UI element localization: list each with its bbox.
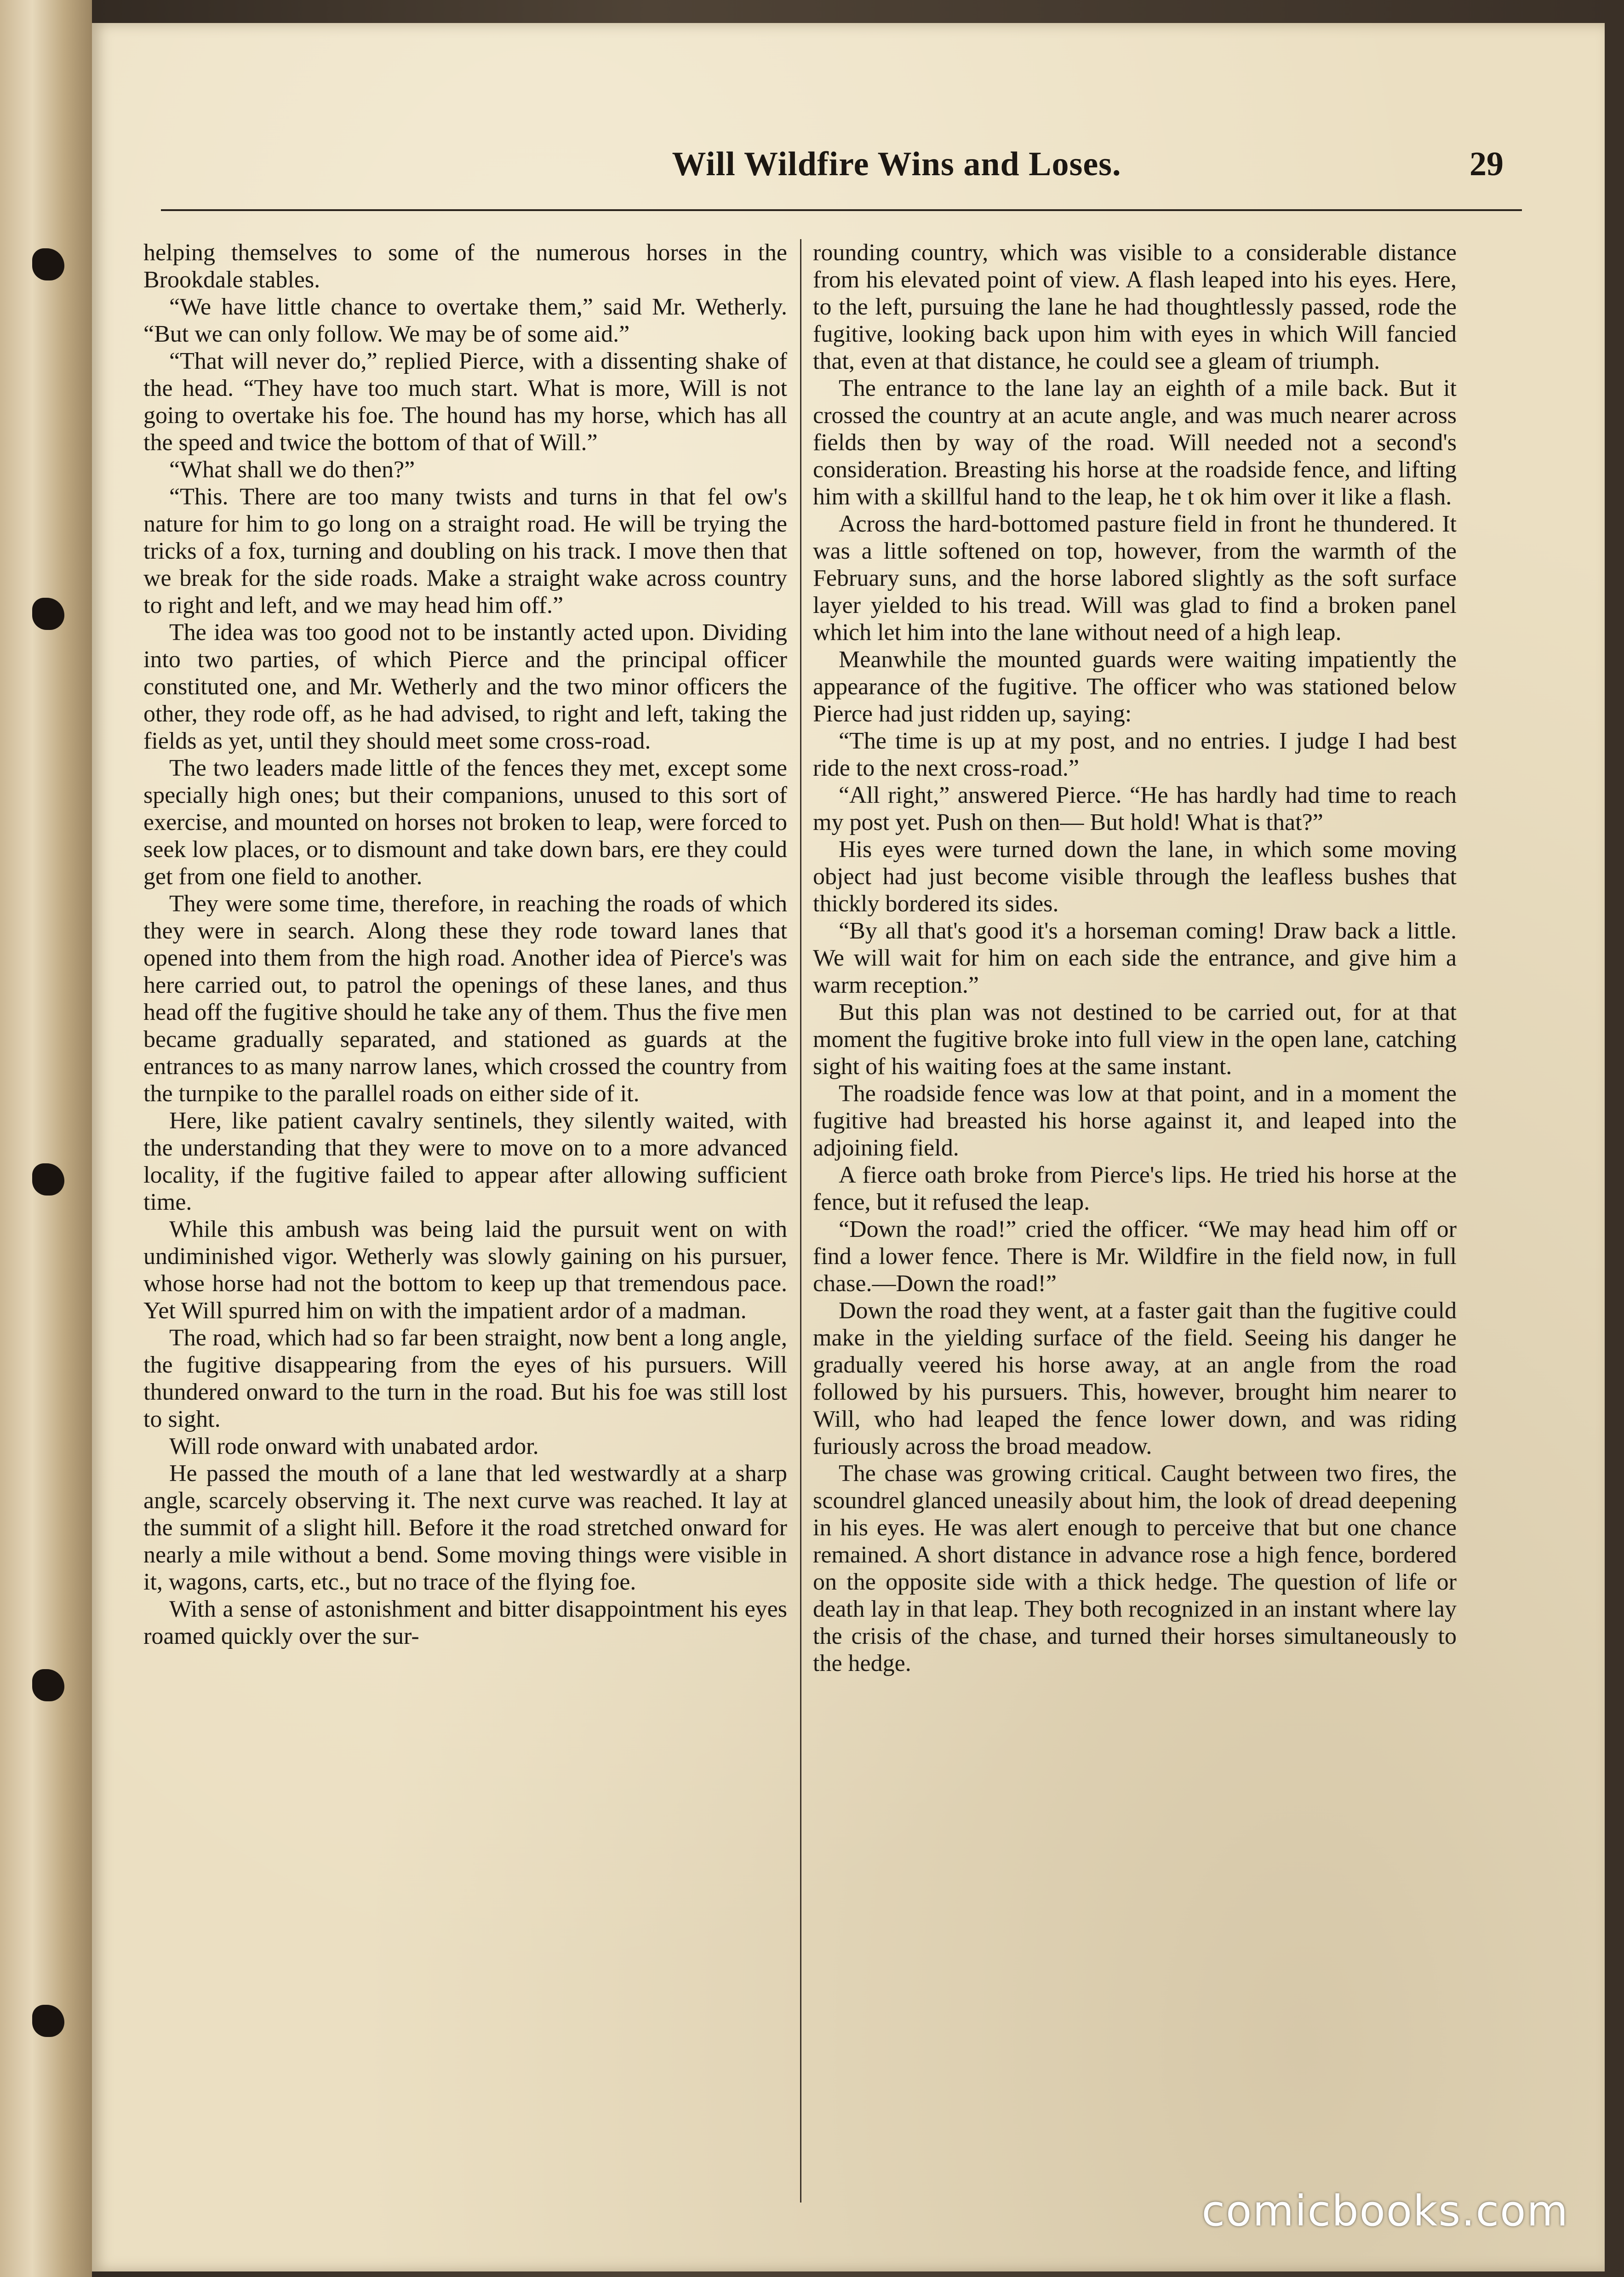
- paragraph: The two leaders made little of the fences they met, except some specially high ones; but their companions, unused to this sort of exercise, and mounted on horses not broken to leap, were forced to seek low places, or to dismount and take down bars, ere they could get from one field to another.: [143, 755, 787, 890]
- book-page: [92, 23, 1605, 2271]
- source-watermark: comicbooks.com: [1201, 2186, 1569, 2236]
- binding-hole: [32, 598, 64, 630]
- page-number: 29: [1470, 145, 1504, 183]
- paragraph: “What shall we do then?”: [169, 457, 415, 483]
- paragraph: Meanwhile the mounted guards were waiting impatiently the appearance of the fugitive. The officer who was stationed below Pierce had just ridden up, saying:: [813, 646, 1457, 727]
- paragraph: His eyes were turned down the lane, in which some moving object had just become visible through the leafless bushes that thickly bordered its sides.: [813, 836, 1457, 917]
- paragraph: But this plan was not destined to be carried out, for at that moment the fugitive broke into full view in the open lane, catching sight of his waiting foes at the same instant.: [813, 999, 1457, 1080]
- paragraph: While this ambush was being laid the pursuit went on with undiminished vigor. Wetherly was slowly gaining on his pursuer, whose horse had not the bottom to keep up that tremendous pace. Yet Will spurred him on with the impatient ardor of a madman.: [143, 1216, 787, 1324]
- paragraph: The idea was too good not to be instantly acted upon. Dividing into two parties, of which Pierce and the principal officer constituted one, and Mr. Wetherly and the two minor officers the other, they rode off, as he had advised, to right and left, taking the fields as yet, until they should meet some cross-road.: [143, 619, 787, 754]
- paragraph: A fierce oath broke from Pierce's lips. He tried his horse at the fence, but it refused the leap.: [813, 1162, 1457, 1215]
- paragraph: With a sense of astonishment and bitter disappointment his eyes roamed quickly over the sur-: [143, 1596, 787, 1649]
- paragraph: Here, like patient cavalry sentinels, they silently waited, with the understanding that they were to move on to a more advanced locality, if the fugitive failed to appear after allowing sufficient time.: [143, 1108, 787, 1215]
- paragraph: “By all that's good it's a horseman coming! Draw back a little. We will wait for him on each side the entrance, and give him a warm reception.”: [813, 918, 1457, 998]
- paragraph: Down the road they went, at a faster gait than the fugitive could make in the yielding surface of the field. Seeing his danger he gradually veered his horse away, at an angle from the road followed by his pursuers. This, however, brought him nearer to Will, who had leaped the fence lower down, and was riding furiously across the broad meadow.: [813, 1298, 1457, 1459]
- binding-hole: [32, 1669, 64, 1701]
- header-rule: [161, 209, 1522, 211]
- paragraph: “This. There are too many twists and turns in that fel ow's nature for him to go long on a straight road. He will be trying the tricks of a fox, turning and doubling on his track. I move then that we break for the side roads. Make a straight wake across country to right and left, and we may head him off.”: [143, 484, 787, 618]
- binding-spine: [0, 0, 92, 2277]
- binding-hole: [32, 2005, 64, 2037]
- binding-hole: [32, 1163, 64, 1196]
- paragraph: The roadside fence was low at that point, and in a moment the fugitive had breasted his horse against it, and leaped into the adjoining field.: [813, 1081, 1457, 1161]
- paragraph: rounding country, which was visible to a considerable distance from his elevated point of view. A flash leaped into his eyes. Here, to the left, pursuing the lane he had thoughtlessly passed, rode the fugitive, looking back upon him with eyes in which Will fancied that, even at that distance, he could see a gleam of triumph.: [813, 240, 1457, 374]
- left-column: [143, 239, 787, 2170]
- binding-hole: [32, 248, 64, 280]
- paragraph: helping themselves to some of the numerous horses in the Brookdale stables.: [143, 240, 787, 293]
- paragraph: “That will never do,” replied Pierce, with a dissenting shake of the head. “They have too much start. What is more, Will is not going to overtake his foe. The hound has my horse, which has all the speed and twice the bottom of that of Will.”: [143, 348, 787, 456]
- paragraph: The chase was growing critical. Caught between two fires, the scoundrel glanced uneasily about him, the look of dread deepening in his eyes. He was alert enough to perceive that but one chance remained. A short distance in advance rose a high fence, bordered on the opposite side with a thick hedge. The question of life or death lay in that leap. They both recognized in an instant where lay the crisis of the chase, and turned their horses simultaneously to the hedge.: [813, 1460, 1457, 1676]
- paragraph: “We have little chance to overtake them,” said Mr. Wetherly. “But we can only follow. We may be of some aid.”: [143, 294, 787, 347]
- paragraph: “The time is up at my post, and no entries. I judge I had best ride to the next cross-road.”: [813, 728, 1457, 781]
- paragraph: He passed the mouth of a lane that led westwardly at a sharp angle, scarcely observing it. The next curve was reached. It lay at the summit of a slight hill. Before it the road stretched onward for nearly a mile without a bend. Some moving things were visible in it, wagons, carts, etc., but no trace of the flying foe.: [143, 1460, 787, 1595]
- paragraph: “All right,” answered Pierce. “He has hardly had time to reach my post yet. Push on then— But hold! What is that?”: [813, 782, 1457, 835]
- paragraph: The entrance to the lane lay an eighth of a mile back. But it crossed the country at an acute angle, and was much nearer across fields then by way of the road. Will needed not a second's consideration. Breasting his horse at the roadside fence, and lifting him with a skillful hand to the leap, he t ok him over it like a flash.: [813, 375, 1457, 510]
- paragraph: Will rode onward with unabated ardor.: [169, 1433, 539, 1459]
- running-head: [92, 145, 1605, 200]
- paragraph: “Down the road!” cried the officer. “We may head him off or find a lower fence. There is Mr. Wildfire in the field now, in full chase.—Down the road!”: [813, 1216, 1457, 1297]
- chapter-title: Will Wildfire Wins and Loses.: [672, 145, 1121, 183]
- right-column: [813, 239, 1457, 2170]
- column-divider: [800, 239, 801, 2203]
- paragraph: They were some time, therefore, in reaching the roads of which they were in search. Along these they rode toward lanes that opened into them from the high road. Another idea of Pierce's was here carried out, to patrol the openings of these lanes, and thus head off the fugitive should he take any of them. Thus the five men became gradually separated, and stationed as guards at the entrances to as many narrow lanes, which crossed the country from the turnpike to the parallel roads on either side of it.: [143, 891, 787, 1107]
- paragraph: The road, which had so far been straight, now bent a long angle, the fugitive disappearing from the eyes of his pursuers. Will thundered onward to the turn in the road. But his foe was still lost to sight.: [143, 1325, 787, 1432]
- paragraph: Across the hard-bottomed pasture field in front he thundered. It was a little softened on top, however, from the warmth of the February suns, and the horse labored slightly as the soft surface layer yielded to his tread. Will was glad to find a broken panel which let him into the lane without need of a high leap.: [813, 511, 1457, 646]
